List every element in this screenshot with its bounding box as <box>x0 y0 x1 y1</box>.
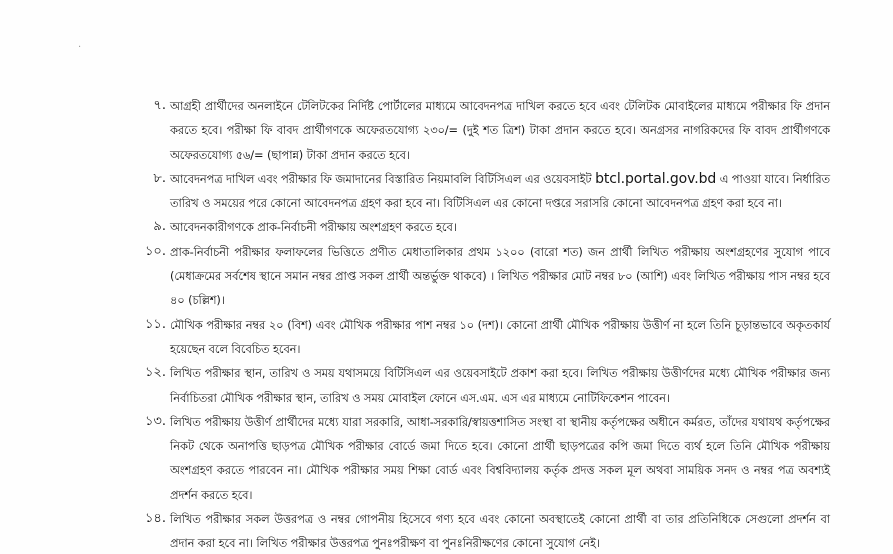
list-item <box>122 313 830 362</box>
list-item <box>122 240 830 313</box>
item-text: লিখিত পরীক্ষার স্থান, তারিখ ও সময় যথাসময়ে বিটিসিএল এর ওয়েবসাইটে প্রকাশ করা হবে। লিখিত পরীক্ষায় উত্তীর্ণদের মধ্যে মৌখিক পরীক্ষার জন্য নির্বাচিতরা মৌখিক পরীক্ষার স্থান, তারিখ ও সময় মোবাইল ফোনে এস.এম. এস এর মাধ্যমে নোটিফিকেশন পাবেন। <box>170 366 830 405</box>
list-item <box>122 215 830 239</box>
item-number: ১৩. <box>144 413 166 429</box>
item-number: ৯. <box>153 219 166 235</box>
item-text: লিখিত পরীক্ষার সকল উত্তরপত্র ও নম্বর গোপনীয় হিসেবে গণ্য হবে এবং কোনো অবস্থাতেই কোনো প্রার্থী বা তার প্রতিনিধিকে সেগুলো প্রদর্শন বা প্রদান করা হবে না। লিখিত পরীক্ষার উত্তরপত্র পুনঃপরীক্ষণ বা পুনঃনিরীক্ষণের কোনো সুযোগ নেই। <box>170 512 830 551</box>
list-item <box>122 94 830 167</box>
list-item <box>122 167 830 216</box>
item-number: ৮. <box>153 170 166 186</box>
item-text: লিখিত পরীক্ষায় উত্তীর্ণ প্রার্থীদের মধ্যে যারা সরকারি, আধা-সরকারি/স্বায়ত্তশাসিত সংস্থা বা স্থানীয় কর্তৃপক্ষের অধীনে কর্মরত, তাঁদের যথাযথ কর্তৃপক্ষের নিকট থেকে অনাপত্তি ছাড়পত্র মৌখিক পরীক্ষার বোর্ডে জমা দিতে হবে। কোনো প্রার্থী ছাড়পত্রের কপি জমা দিতে ব্যর্থ হলে তিনি মৌখিক পরীক্ষায় অংশগ্রহণ করতে পারবেন না। মৌখিক পরীক্ষার সময় শিক্ষা বোর্ড এবং বিশ্ববিদ্যালয় কর্তৃক প্রদত্ত সকল মূল অথবা সাময়িক সনদ ও নম্বর পত্র অবশ্যই প্রদর্শন করতে হবে। <box>170 414 830 502</box>
item-text: প্রাক-নির্বাচনী পরীক্ষার ফলাফলের ভিত্তিতে প্রণীত মেধাতালিকার প্রথম ১২০০ (বারো শত) জন প্রার্থী লিখিত পরীক্ষায় অংশগ্রহণের সুযোগ পাবে (মেধাক্রমের সর্বশেষ স্থানে সমান নম্বর প্রাপ্ত সকল প্রার্থী অন্তর্ভুক্ত থাকবে) । লিখিত পরীক্ষার মোট নম্বর ৮০ (আশি) এবং লিখিত পরীক্ষায় পাস নম্বর হবে ৪০ (চল্লিশ)। <box>170 244 830 308</box>
list-item <box>122 507 830 554</box>
item-text: মৌখিক পরীক্ষার নম্বর ২০ (বিশ) এবং মৌখিক পরীক্ষার পাশ নম্বর ১০ (দশ)। কোনো প্রার্থী মৌখিক পরীক্ষায় উত্তীর্ণ না হলে তিনি চূড়ান্তভাবে অকৃতকার্য হয়েছেন বলে বিবেচিত হবেন। <box>170 317 830 356</box>
item-number: ১১. <box>144 316 166 332</box>
scan-speck: · <box>78 42 82 53</box>
item-number: ১২. <box>144 365 166 381</box>
item-text: আবেদনকারীগণকে প্রাক-নির্বাচনী পরীক্ষায় অংশগ্রহণ করতে হবে। <box>170 220 457 235</box>
list-item <box>122 361 830 410</box>
item-text-before-url: আবেদনপত্র দাখিল এবং পরীক্ষার ফি জমাদানের বিস্তারিত নিয়মাবলি বিটিসিএল এর ওয়েবসাইট <box>170 171 596 186</box>
list-item <box>122 410 830 507</box>
numbered-instruction-list <box>122 94 830 554</box>
item-text <box>170 167 830 216</box>
item-text: আগ্রহী প্রার্থীদের অনলাইনে টেলিটকের নির্দিষ্ট পোর্টালের মাধ্যমে আবেদনপত্র দাখিল করতে হবে এবং টেলিটক মোবাইলের মাধ্যমে পরীক্ষার ফি প্রদান করতে হবে। পরীক্ষা ফি বাবদ প্রার্থীগণকে অফেরতযোগ্য ২৩০/= (দুই শত ত্রিশ) টাকা প্রদান করতে হবে। অনগ্রসর নাগরিকদের ফি বাবদ প্রার্থীগণকে অফেরতযোগ্য ৫৬/= (ছাপান্ন) টাকা প্রদান করতে হবে। <box>170 99 830 162</box>
item-number: ১০. <box>144 243 166 259</box>
item-number: ১৪. <box>144 511 166 527</box>
item-number: ৭. <box>153 98 166 113</box>
item-text-after-url: এ পাওয়া যাবে। নির্ধারিত তারিখ ও সময়ের পরে কোনো আবেদনপত্র গ্রহণ করা হবে না। বিটিসিএল এর কোনো দপ্তরে সরাসরি কোনো আবেদনপত্র গ্রহণ করা হবে না। <box>170 171 830 211</box>
website-url: btcl.portal.gov.bd <box>595 170 717 187</box>
